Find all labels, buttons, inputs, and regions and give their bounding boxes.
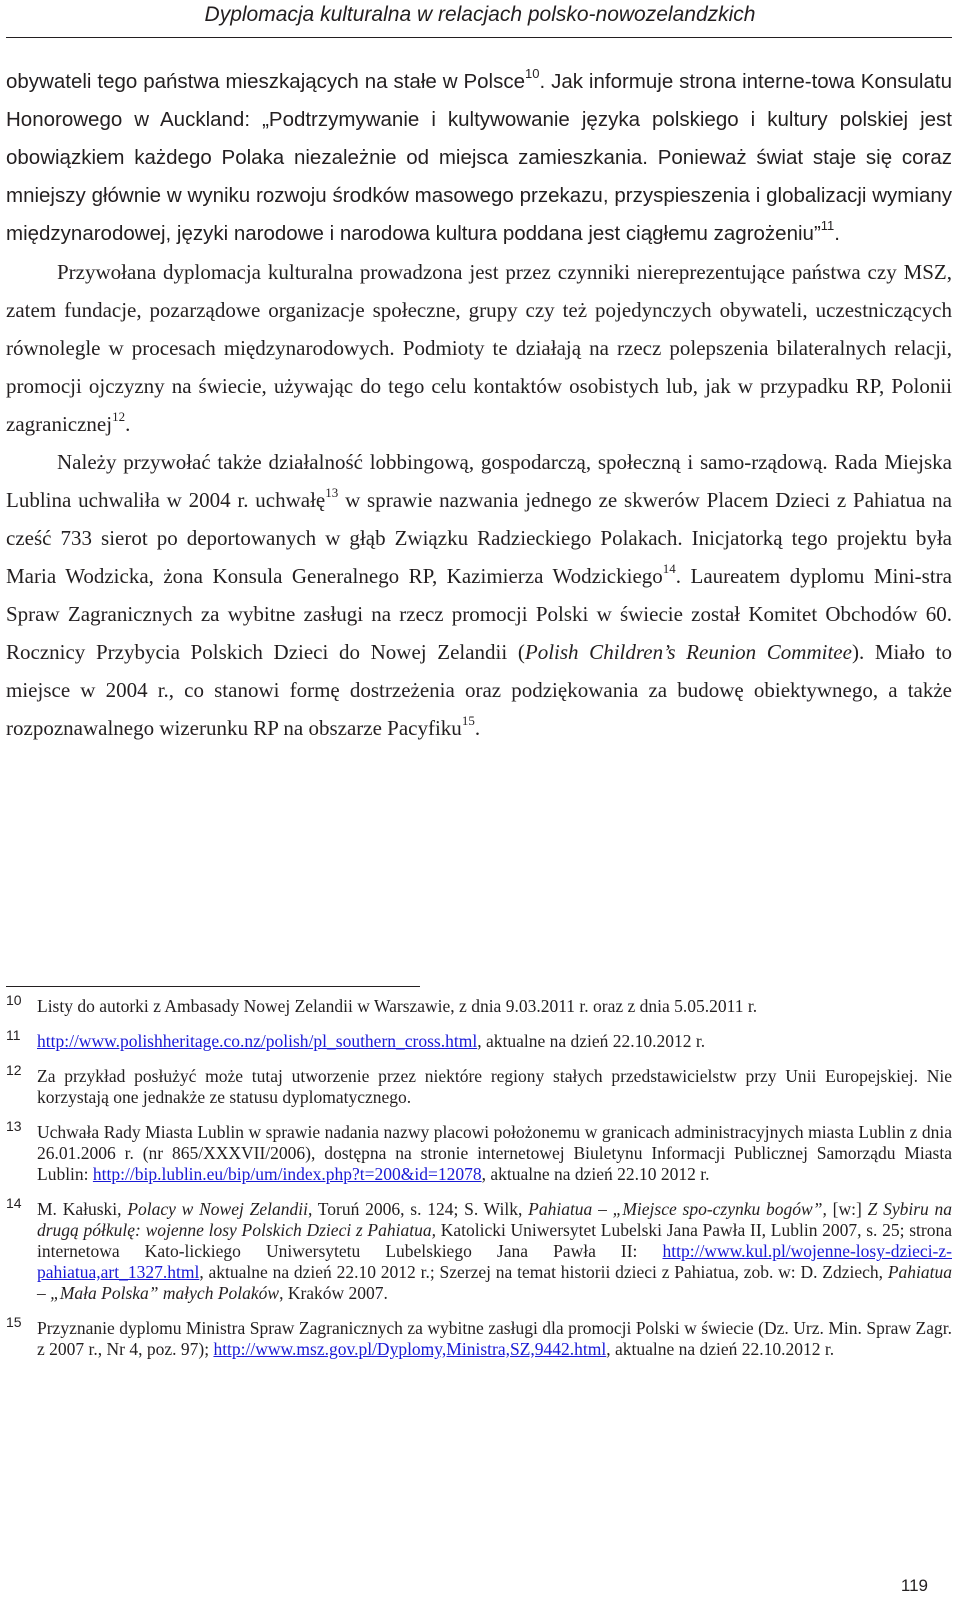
footnote-text: Katolicki Uniwersytet Lubelski Jana Pawła II, Lublin 2007, s. 25; strona internetowa Kato-lickiego Uniwersytetu Lubelskiego Jana Pawła II: (37, 1220, 952, 1261)
footnote-text: Za przykład posłużyć może tutaj utworzenie przez niektóre regiony stałych przedstawicielstw przy Unii Europejskiej. Nie korzystają one jednakże ze statusu dyplomatycznego. (37, 1066, 952, 1107)
footnote-ref-11[interactable]: 11 (820, 218, 835, 234)
footnote-tail: , aktualne na dzień 22.10.2012 r. (606, 1339, 835, 1359)
running-header: Dyplomacja kulturalna w relacjach polsko-nowozelandzkich (204, 3, 756, 26)
footnote-ref-13[interactable]: 13 (325, 485, 339, 500)
footnote-link[interactable]: http://www.kul.pl/wojenne-losy-dzieci-z-pahiatua,art_1327.html (37, 1241, 952, 1282)
footnote-ref-15[interactable]: 15 (461, 713, 475, 728)
footnote-number: 15 (6, 1314, 22, 1330)
footnote-14 (6, 1195, 953, 1304)
footnote-ref-10[interactable]: 10 (524, 66, 540, 82)
footnote-number: 11 (6, 1027, 21, 1043)
footnote-ref-12[interactable]: 12 (112, 409, 126, 424)
paragraph-2 (6, 253, 952, 443)
footnote-11 (6, 1027, 952, 1052)
footnotes (6, 992, 953, 1374)
footnote-link[interactable]: http://bip.lublin.eu/bip/um/index.php?t=200&id=12078 (92, 1164, 482, 1184)
footnote-10 (6, 992, 952, 1017)
paragraph-3 (6, 443, 952, 747)
p1-text-b: . Jak informuje strona interne-towa Konsulatu Honorowego w Auckland: „Podtrzymywanie i kultywowanie języka polskiego i kultury polskiej jest obowiązkiem każdego Polaka niezależnie od miejsca zamieszkania. Ponieważ świat staje się coraz mniejszy głównie w wyniku rozwoju środków masowego przekazu, przyspieszenia i globalizacji wymiany międzynarodowej, języki narodowe i narodowa kultura poddana jest ciągłemu zagrożeniu” (6, 70, 952, 245)
footnote-italic: Polacy w Nowej Zelandii (127, 1199, 308, 1219)
p3-text-a: Należy przywołać także działalność lobbingową, gospodarczą, społeczną i samo-rządową. Rada Miejska Lublina uchwaliła w 2004 r. uchwałę (6, 450, 952, 512)
page-number: 119 (900, 1576, 928, 1595)
footnote-text: Uchwała Rady Miasta Lublin w sprawie nadania nazwy placowi położonemu w granicach administracyjnych miasta Lublin z dnia 26.01.2006 r. (nr 865/XXXVII/2006), dostępna na stronie internetowej Biuletynu Informacji Publicznej Samorządu Miasta Lublin: (37, 1122, 952, 1184)
footnote-number: 10 (6, 992, 22, 1008)
p1-text-a: obywateli tego państwa mieszkających na stałe w Polsce (6, 70, 525, 93)
footnote-text: , aktualne na dzień 22.10.2012 r. (477, 1031, 706, 1051)
header-divider (6, 37, 952, 38)
p2-text-b: . (125, 412, 131, 436)
footnote-number: 13 (6, 1118, 22, 1134)
footnote-link[interactable]: http://www.msz.gov.pl/Dyplomy,Ministra,SZ,9442.html (213, 1339, 607, 1359)
footnote-text: Listy do autorki z Ambasady Nowej Zelandii w Warszawie, z dnia 9.03.2011 r. oraz z dnia 5.05.2011 r. (37, 996, 758, 1016)
footnote-italic: Z Sybiru na drugą półkulę: wojenne losy Polskich Dzieci z Pahiatua, (37, 1199, 953, 1240)
p3-text-c: . Laureatem dyplomu Mini-stra Spraw Zagranicznych za wybitne zasługi na rzecz promocji Polski w świecie został Komitet Obchodów 60. Rocznicy Przybycia Polskich Dzieci do Nowej Zelandii ( (6, 564, 952, 664)
p1-text-c: . (834, 222, 840, 245)
footnote-text: , Kraków 2007. (279, 1283, 388, 1303)
footnote-text: M. Kałuski, (37, 1199, 128, 1219)
footnote-text: , aktualne na dzień 22.10 2012 r.; Szerzej na temat historii dzieci z Pahiatua, zob. w: D. Zdziech, (199, 1262, 888, 1282)
footnote-link[interactable]: http://www.polishheritage.co.nz/polish/pl_southern_cross.html (37, 1031, 478, 1051)
footnote-text: , Toruń 2006, s. 124; S. Wilk, (307, 1199, 529, 1219)
footnote-13 (6, 1118, 952, 1185)
p3-text-d: ). Miało to miejsce w 2004 r., co stanowi formę dostrzeżenia oraz podziękowania za budowę obiektywnego, a także rozpoznawalnego wizerunku RP na obszarze Pacyfiku (6, 640, 952, 740)
footnote-text: [w:] (826, 1199, 868, 1219)
footnote-ref-14[interactable]: 14 (662, 561, 676, 576)
footnote-number: 14 (6, 1195, 22, 1211)
paragraph-1 (6, 63, 952, 253)
p3-text-b: w sprawie nazwania jednego ze skwerów Placem Dzieci z Pahiatua na cześć 733 sierot po deportowanych w głąb Związku Radzieckiego Polakach. Inicjatorką tego projektu była Maria Wodzicka, żona Konsula Generalnego RP, Kazimierza Wodzickiego (6, 488, 952, 588)
p3-text-e: . (474, 716, 481, 740)
footnote-italic: Pahiatua – „Miejsce spo-czynku bogów”, (528, 1199, 827, 1219)
footnote-text: Przyznanie dyplomu Ministra Spraw Zagranicznych za wybitne zasługi dla promocji Polski w świecie (Dz. Urz. Min. Spraw Zagr. z 2007 r., Nr 4, poz. 97); (37, 1318, 952, 1359)
footnote-15 (6, 1314, 952, 1360)
footnote-12 (6, 1062, 952, 1108)
p2-text-a: Przywołana dyplomacja kulturalna prowadzona jest przez czynniki niereprezentujące państwa czy MSZ, zatem fundacje, pozarządowe organizacje społeczne, grupy czy też pojedynczych obywateli, uczestniczących równolegle w procesach międzynarodowych. Podmioty te działają na rzecz polepszenia bilateralnych relacji, promocji ojczyzny na świecie, używając do tego celu kontaktów osobistych lub, jak w przypadku RP, Polonii zagranicznej (6, 260, 952, 436)
footnote-italic: Pahiatua – „Mała Polska” małych Polaków (37, 1262, 952, 1303)
footnote-divider (6, 986, 420, 987)
body-text (6, 63, 952, 747)
footnote-number: 12 (6, 1062, 22, 1078)
footnote-tail: , aktualne na dzień 22.10 2012 r. (481, 1164, 710, 1184)
p3-italic-title: Polish Children’s Reunion Commitee (524, 640, 852, 664)
